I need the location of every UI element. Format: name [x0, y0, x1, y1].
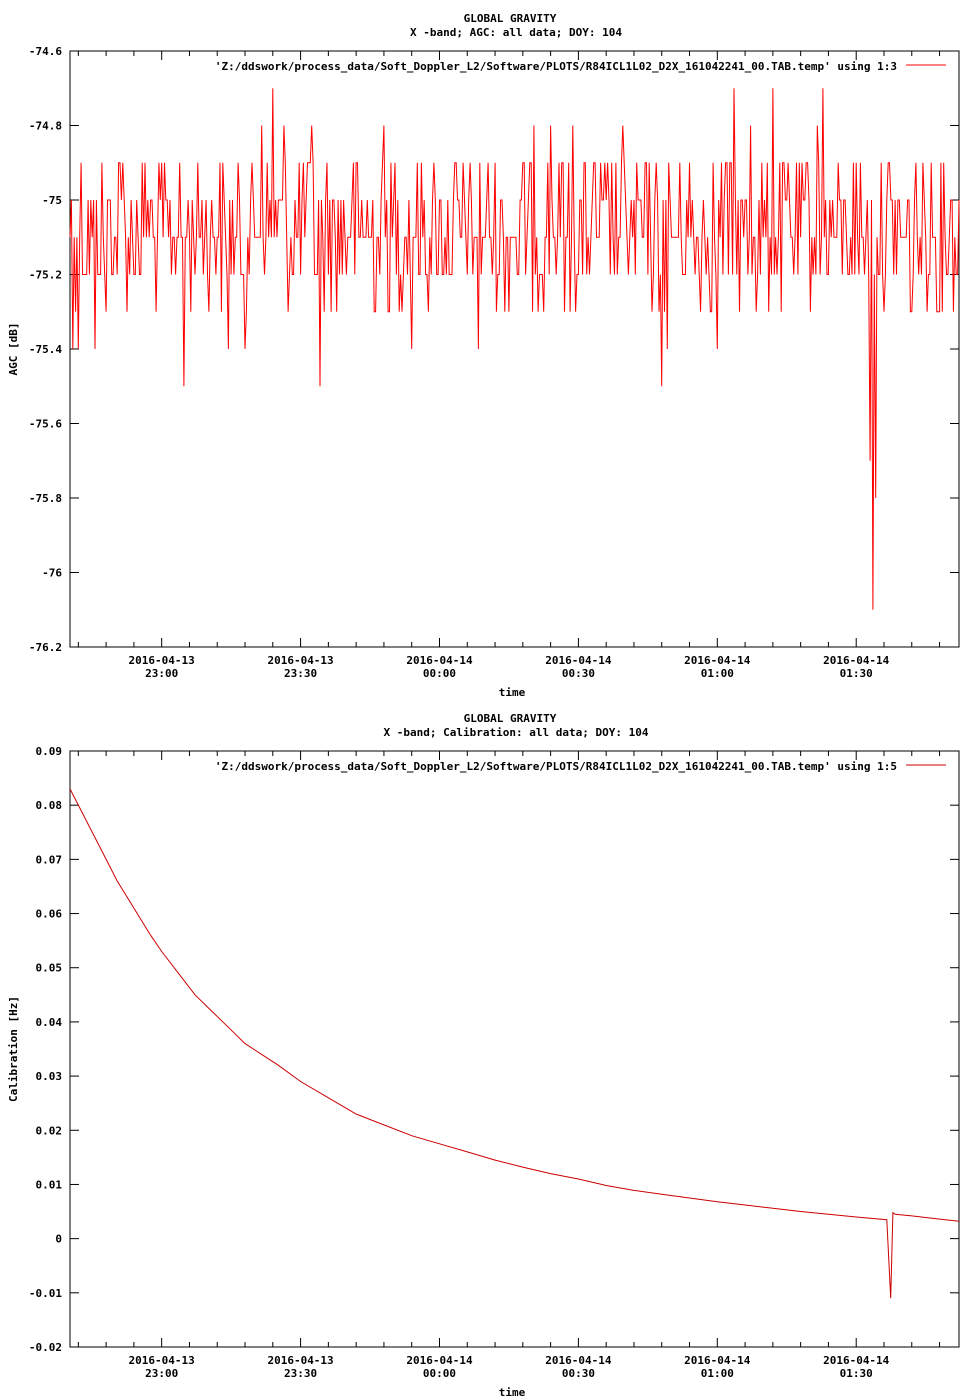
y-tick-label: -75.6: [28, 417, 62, 431]
x-tick-time-label: 00:00: [422, 1367, 457, 1380]
calibration-legend-label: 'Z:/ddswork/process_data/Soft_Doppler_L2/Software/PLOTS/R84ICL1L02_D2X_161042241_00.TAB.temp' using 1:5: [214, 760, 897, 773]
x-tick-time-label: 23:00: [145, 1367, 179, 1380]
agc-chart: [7, 12, 959, 699]
x-tick-date-label: 2016-04-14: [684, 654, 751, 667]
y-tick-label: -0.02: [28, 1341, 62, 1354]
x-tick-date-label: 2016-04-14: [406, 1354, 473, 1367]
x-tick-time-label: 01:00: [700, 1367, 734, 1380]
calibration-chart-subtitle: X -band; Calibration: all data; DOY: 104: [383, 726, 649, 739]
y-tick-label: 0.09: [35, 745, 62, 758]
calibration-y-ticks: [29, 745, 959, 1354]
calibration-chart-title: GLOBAL GRAVITY: [463, 712, 557, 725]
x-tick-time-label: 00:30: [561, 667, 595, 680]
x-tick-date-label: 2016-04-13: [128, 1354, 195, 1367]
x-tick-time-label: 01:30: [839, 667, 873, 680]
agc-chart-title: GLOBAL GRAVITY: [463, 12, 557, 25]
calibration-series-line: [70, 789, 959, 1298]
y-tick-label: -74.8: [28, 119, 62, 133]
calibration-chart: [7, 712, 959, 1399]
agc-legend-label: 'Z:/ddswork/process_data/Soft_Doppler_L2/Software/PLOTS/R84ICL1L02_D2X_161042241_00.TAB.temp' using 1:3: [214, 60, 897, 73]
x-tick-date-label: 2016-04-13: [267, 1354, 334, 1367]
y-tick-label: -76: [42, 566, 62, 580]
y-tick-label: 0.07: [35, 853, 62, 867]
y-tick-label: 0.06: [35, 907, 62, 921]
calibration-x-axis-label: time: [498, 1386, 526, 1399]
calibration-y-axis-label: Calibration [Hz]: [7, 996, 20, 1102]
y-tick-label: 0.03: [35, 1070, 62, 1084]
agc-plot-frame: [70, 51, 959, 647]
y-tick-label: -75.8: [28, 492, 62, 505]
x-tick-time-label: 23:00: [145, 667, 179, 680]
x-tick-date-label: 2016-04-14: [823, 1354, 890, 1367]
y-tick-label: -75.4: [28, 343, 62, 356]
y-tick-label: 0.02: [35, 1124, 62, 1138]
calibration-x-ticks: [78, 751, 939, 1380]
x-tick-date-label: 2016-04-14: [545, 1354, 612, 1367]
y-tick-label: -75.2: [28, 268, 62, 282]
y-tick-label: 0.04: [35, 1015, 62, 1029]
agc-y-ticks: [29, 45, 959, 654]
y-tick-label: -75: [42, 194, 62, 207]
x-tick-date-label: 2016-04-14: [684, 1354, 751, 1367]
y-tick-label: -76.2: [28, 641, 62, 654]
x-tick-date-label: 2016-04-14: [823, 654, 890, 667]
y-tick-label: -0.01: [28, 1286, 62, 1300]
x-tick-time-label: 00:00: [422, 667, 457, 680]
agc-series-line: [70, 88, 959, 609]
x-tick-date-label: 2016-04-14: [545, 654, 612, 667]
agc-chart-subtitle: X -band; AGC: all data; DOY: 104: [410, 26, 622, 39]
y-tick-label: 0.01: [35, 1178, 62, 1192]
x-tick-time-label: 01:30: [839, 1367, 873, 1380]
y-tick-label: 0.08: [35, 799, 62, 813]
x-tick-time-label: 01:00: [700, 667, 734, 680]
y-tick-label: -74.6: [28, 45, 62, 58]
x-tick-time-label: 23:30: [284, 667, 318, 680]
x-tick-date-label: 2016-04-14: [406, 654, 473, 667]
agc-y-axis-label: AGC [dB]: [7, 322, 20, 376]
agc-x-ticks: [78, 51, 939, 680]
x-tick-time-label: 23:30: [284, 1367, 318, 1380]
agc-x-axis-label: time: [498, 686, 526, 699]
x-tick-date-label: 2016-04-13: [128, 654, 195, 667]
y-tick-label: 0: [55, 1232, 62, 1246]
x-tick-date-label: 2016-04-13: [267, 654, 334, 667]
calibration-plot-frame: [70, 751, 959, 1347]
y-tick-label: 0.05: [35, 961, 62, 975]
x-tick-time-label: 00:30: [561, 1367, 595, 1380]
